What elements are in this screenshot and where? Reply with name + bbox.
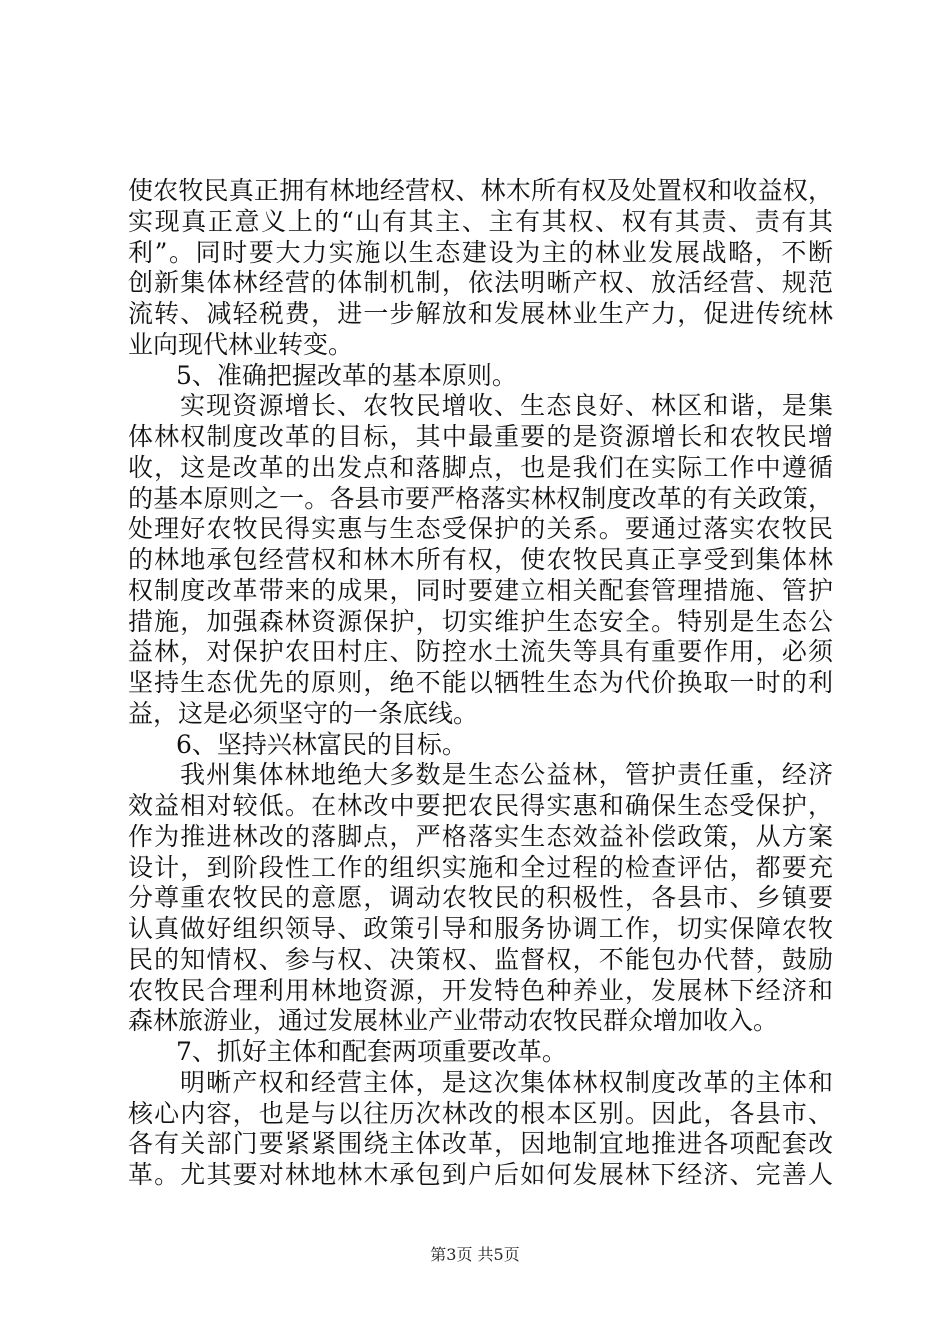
- text-line: 体林权制度改革的目标，其中最重要的是资源增长和农牧民增: [128, 422, 833, 451]
- text-line: 益，这是必须坚守的一条底线。: [128, 699, 479, 728]
- text-line: 认真做好组织领导、政策引导和服务协调工作，切实保障农牧: [128, 914, 833, 943]
- text-line: 业向现代林业转变。: [128, 330, 354, 359]
- text-line: 益林，对保护农田村庄、防控水土流失等具有重要作用，必须: [128, 637, 833, 666]
- text-line: 我州集体林地绝大多数是生态公益林，管护责任重，经济: [180, 760, 833, 789]
- text-line: 坚持生态优先的原则，绝不能以牺牲生态为代价换取一时的利: [128, 668, 833, 697]
- text-line: 收，这是改革的出发点和落脚点，也是我们在实际工作中遵循: [128, 453, 833, 482]
- text-line: 的基本原则之一。各县市要严格落实林权制度改革的有关政策，: [128, 484, 833, 513]
- text-line: 作为推进林改的落脚点，严格落实生态效益补偿政策，从方案: [128, 822, 833, 851]
- text-line: 处理好农牧民得实惠与生态受保护的关系。要通过落实农牧民: [128, 514, 833, 543]
- text-line: 核心内容，也是与以往历次林改的根本区别。因此，各县市、: [128, 1099, 833, 1128]
- text-line: 分尊重农牧民的意愿，调动农牧民的积极性，各县市、乡镇要: [128, 883, 833, 912]
- text-line: 民的知情权、参与权、决策权、监督权，不能包办代替，鼓励: [128, 945, 833, 974]
- text-line: 流转、减轻税费，进一步解放和发展林业生产力，促进传统林: [128, 299, 833, 328]
- text-line: 权制度改革带来的成果，同时要建立相关配套管理措施、管护: [128, 576, 833, 605]
- text-line: 利”。同时要大力实施以生态建设为主的林业发展战略，不断: [128, 238, 833, 267]
- text-line: 实现资源增长、农牧民增收、生态良好、林区和谐，是集: [180, 391, 833, 420]
- section-heading: 7、抓好主体和配套两项重要改革。: [176, 1037, 567, 1066]
- section-heading: 5、准确把握改革的基本原则。: [176, 361, 517, 390]
- page-footer: 第3页 共5页: [430, 1245, 520, 1264]
- text-line: 各有关部门要紧紧围绕主体改革，因地制宜地推进各项配套改: [128, 1129, 833, 1158]
- text-line: 农牧民合理利用林地资源，开发特色种养业，发展林下经济和: [128, 976, 833, 1005]
- text-line: 措施，加强森林资源保护，切实维护生态安全。特别是生态公: [128, 607, 833, 636]
- text-line: 使农牧民真正拥有林地经营权、林木所有权及处置权和收益权，: [128, 176, 833, 205]
- text-line: 设计，到阶段性工作的组织实施和全过程的检查评估，都要充: [128, 853, 833, 882]
- text-line: 的林地承包经营权和林木所有权，使农牧民真正享受到集体林: [128, 545, 833, 574]
- text-line: 明晰产权和经营主体，是这次集体林权制度改革的主体和: [180, 1068, 833, 1097]
- text-line: 实现真正意义上的“山有其主、主有其权、权有其责、责有其: [128, 207, 833, 236]
- text-line: 创新集体林经营的体制机制，依法明晰产权、放活经营、规范: [128, 268, 833, 297]
- text-line: 森林旅游业，通过发展林业产业带动农牧民群众增加收入。: [128, 1006, 779, 1035]
- text-line: 效益相对较低。在林改中要把农民得实惠和确保生态受保护，: [128, 791, 833, 820]
- section-heading: 6、坚持兴林富民的目标。: [176, 730, 467, 759]
- text-line: 革。尤其要对林地林木承包到户后如何发展林下经济、完善人: [128, 1160, 833, 1189]
